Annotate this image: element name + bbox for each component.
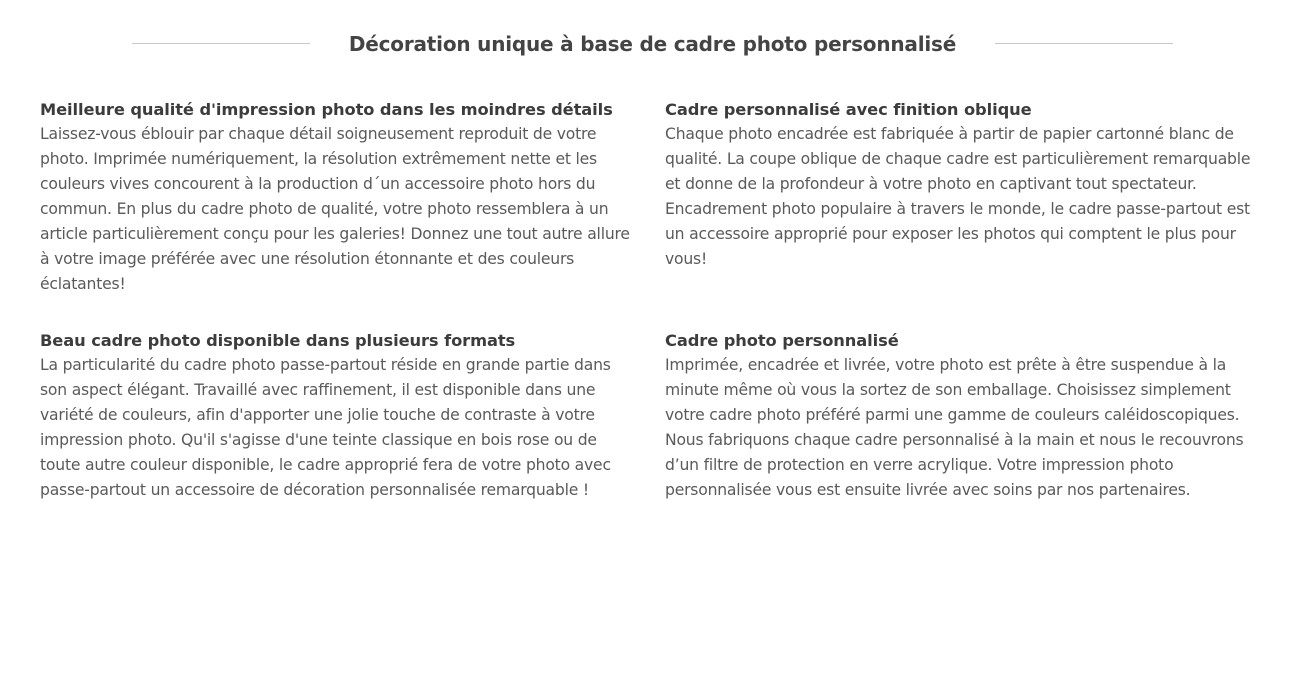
feature-title: Meilleure qualité d'impression photo dans les moindres détails — [40, 100, 613, 119]
feature-title: Cadre photo personnalisé — [665, 331, 899, 350]
feature-text: Laissez-vous éblouir par chaque détail soigneusement reproduit de votre photo. Imprimée numériquement, la résolution extrêmement nette et les couleurs vives concourent à la production d´un accessoire photo hors du commun. En plus du cadre photo de qualité, votre photo ressemblera à un article particulièrement conçu pour les galeries! Donnez une tout autre allure à votre image préférée avec une résolution étonnante et des couleurs éclatantes! — [40, 125, 630, 293]
feature-print-quality — [40, 97, 640, 297]
section-heading — [0, 30, 1295, 58]
section-title: Décoration unique à base de cadre photo personnalisé — [348, 32, 957, 56]
feature-text: Imprimée, encadrée et livrée, votre photo est prête à être suspendue à la minute même où vous la sortez de son emballage. Choisissez simplement votre cadre photo préféré parmi une gamme de couleurs caléidoscopiques. Nous fabriquons chaque cadre personnalisé à la main et nous le recouvrons d’un filtre de protection en verre acrylique. Votre impression photo personnalisée vous est ensuite livrée avec soins par nos partenaires. — [665, 356, 1244, 499]
feature-formats — [40, 328, 640, 503]
heading-divider-right — [995, 43, 1173, 44]
feature-custom-frame — [665, 328, 1265, 503]
feature-title: Beau cadre photo disponible dans plusieurs formats — [40, 331, 516, 350]
feature-text: Chaque photo encadrée est fabriquée à partir de papier cartonné blanc de qualité. La coupe oblique de chaque cadre est particulièrement remarquable et donne de la profondeur à votre photo en captivant tout spectateur. Encadrement photo populaire à travers le monde, le cadre passe-partout est un accessoire approprié pour exposer les photos qui comptent le plus pour vous! — [665, 125, 1251, 268]
heading-divider-left — [132, 43, 310, 44]
feature-title: Cadre personnalisé avec finition oblique — [665, 100, 1032, 119]
feature-oblique-finish — [665, 97, 1265, 272]
feature-text: La particularité du cadre photo passe-partout réside en grande partie dans son aspect élégant. Travaillé avec raffinement, il est disponible dans une variété de couleurs, afin d'apporter une jolie touche de contraste à votre impression photo. Qu'il s'agisse d'une teinte classique en bois rose ou de toute autre couleur disponible, le cadre approprié fera de votre photo avec passe-partout un accessoire de décoration personnalisée remarquable ! — [40, 356, 611, 499]
